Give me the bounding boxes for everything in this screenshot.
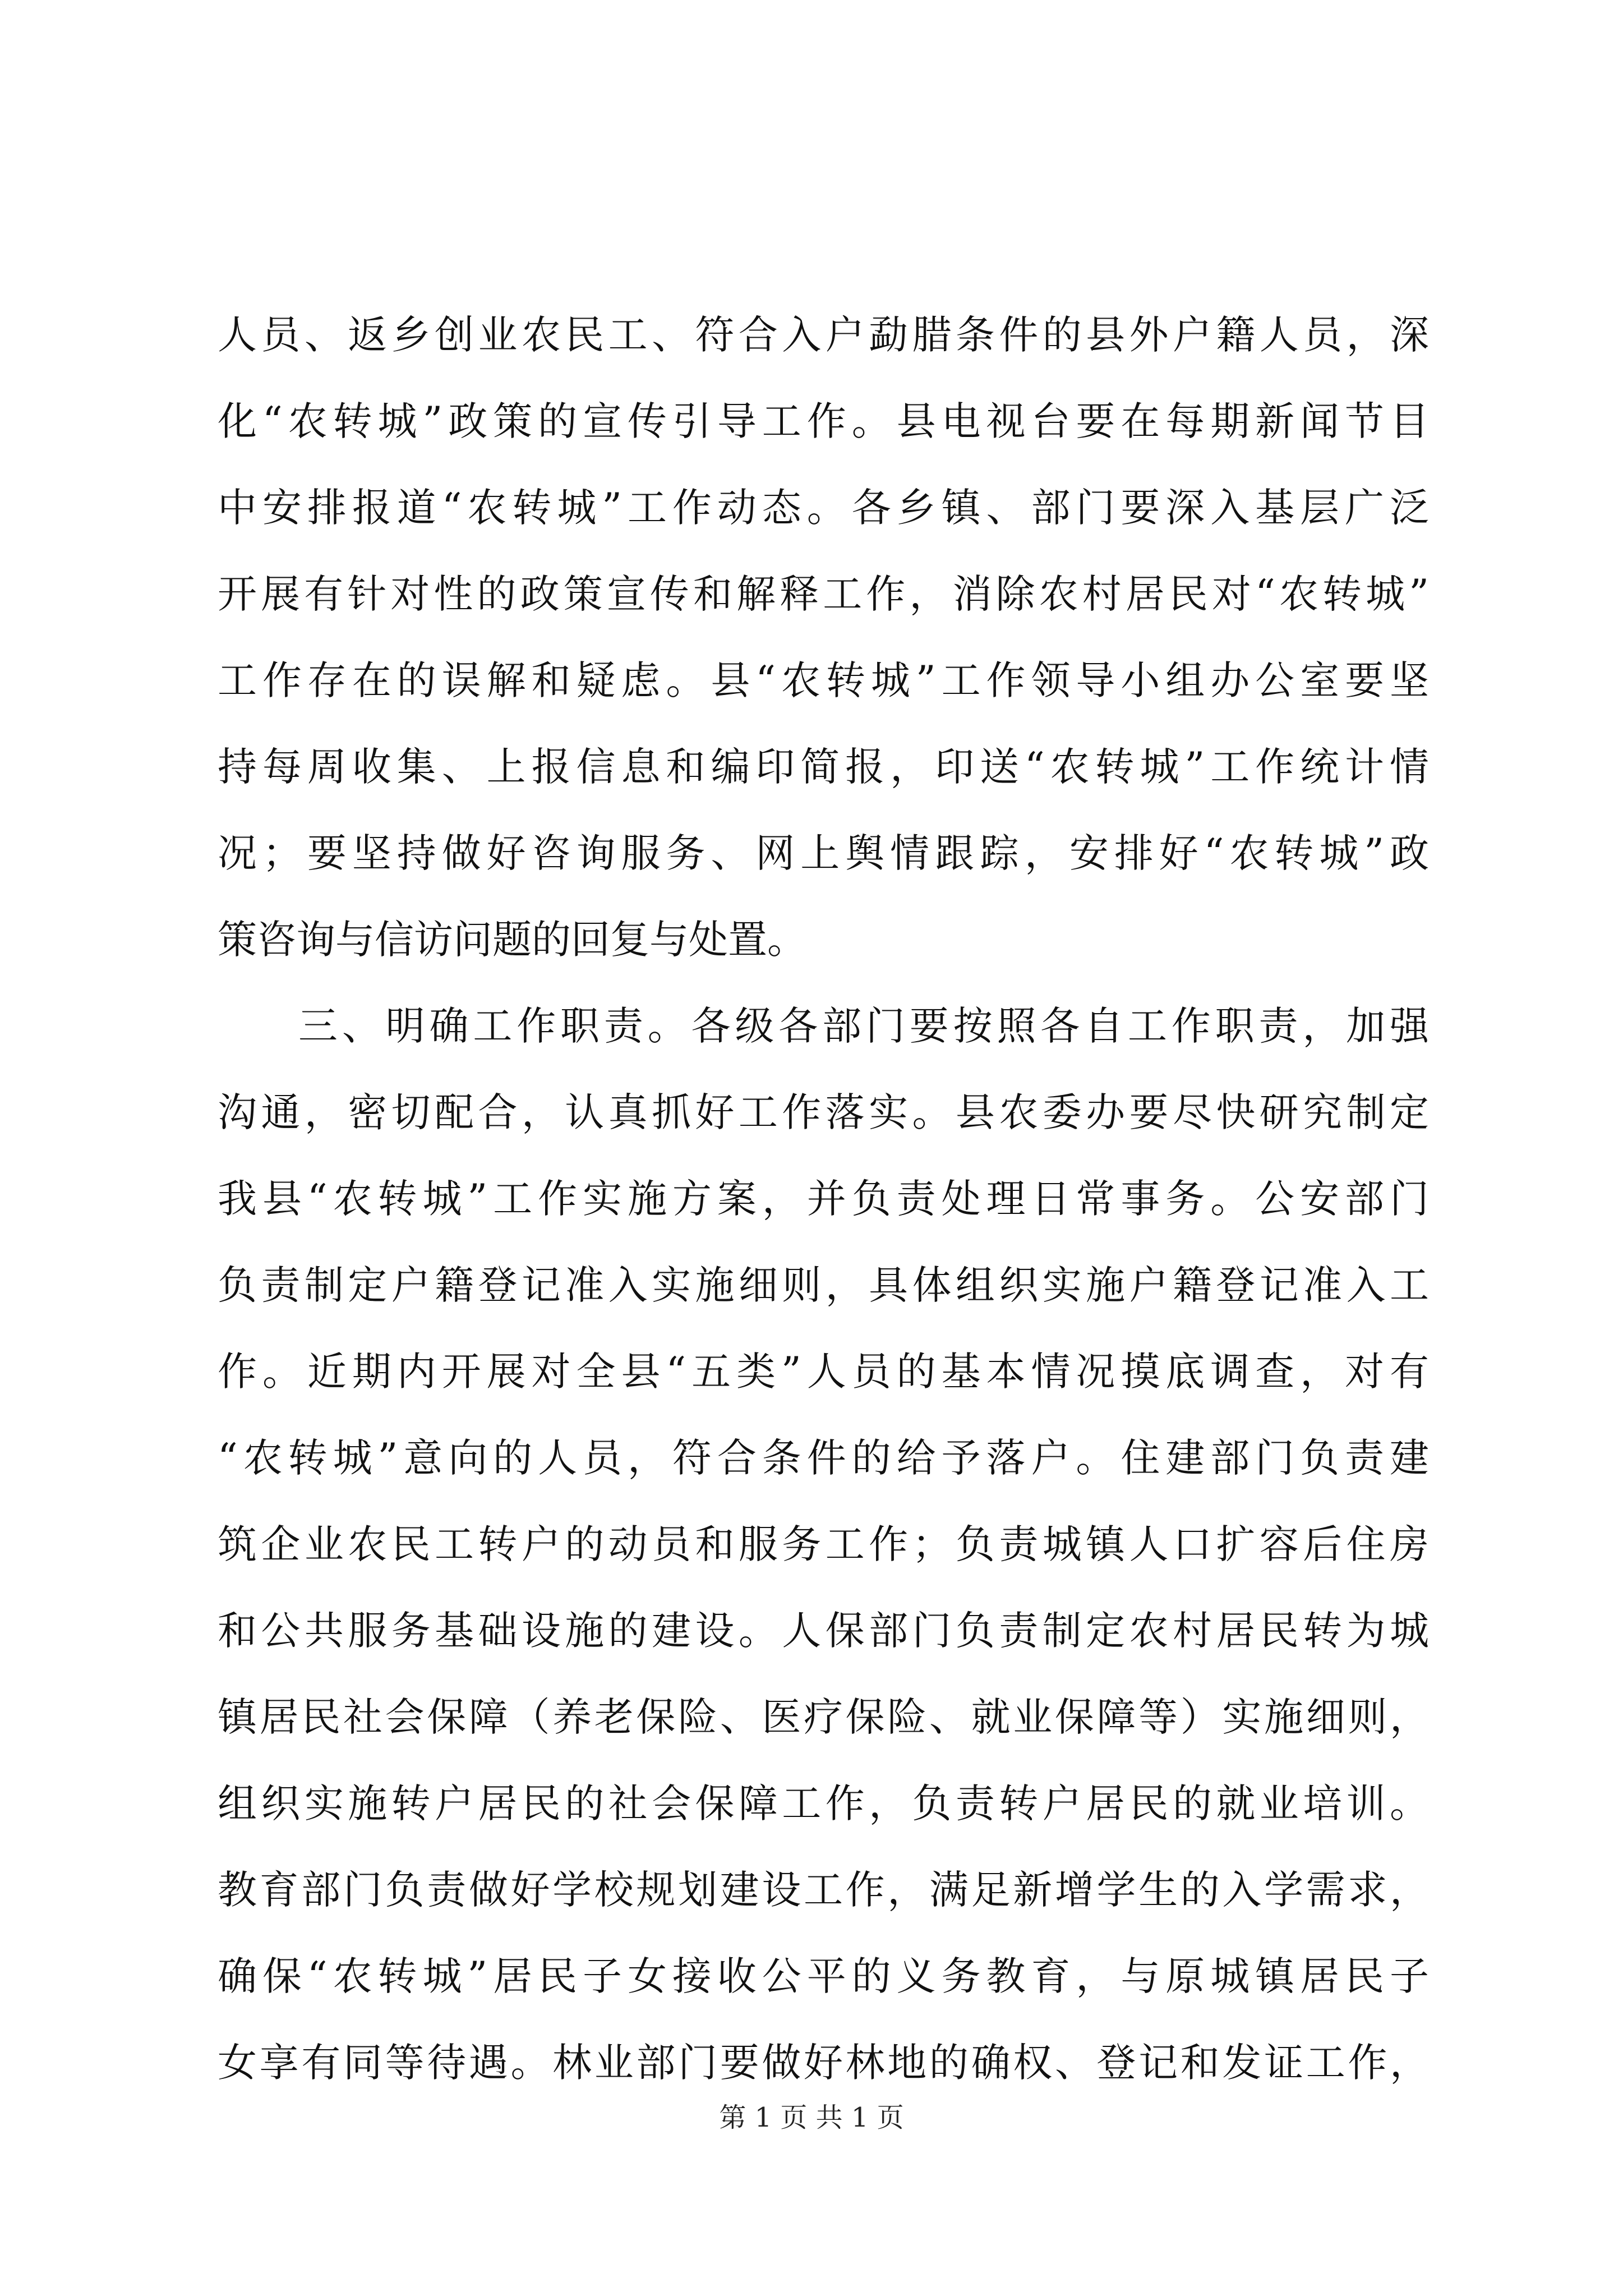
- text-line-6: 持每周收集、上报信息和编印简报，印送“农转城”工作统计情: [218, 744, 1429, 790]
- text-line-11: 我县“农转城”工作实施方案，并负责处理日常事务。公安部门: [218, 1176, 1429, 1222]
- text-line-21: 女享有同等待遇。林业部门要做好林地的确权、登记和发证工作，: [218, 2040, 1429, 2086]
- text-line-10: 沟通，密切配合，认真抓好工作落实。县农委办要尽快研究制定: [218, 1089, 1429, 1135]
- body-text: [218, 292, 1429, 2106]
- text-line-8: 策咨询与信访问题的回复与处置。: [218, 917, 806, 963]
- text-line-12: 负责制定户籍登记准入实施细则，具体组织实施户籍登记准入工: [218, 1262, 1429, 1308]
- text-line-7: 况；要坚持做好咨询服务、网上舆情跟踪，安排好“农转城”政: [218, 830, 1429, 876]
- text-line-3: 中安排报道“农转城”工作动态。各乡镇、部门要深入基层广泛: [218, 485, 1429, 531]
- text-line-16: 和公共服务基础设施的建设。人保部门负责制定农村居民转为城: [218, 1608, 1429, 1654]
- text-line-19: 教育部门负责做好学校规划建设工作，满足新增学生的入学需求，: [218, 1867, 1429, 1913]
- text-line-14: “农转城”意向的人员，符合条件的给予落户。住建部门负责建: [218, 1435, 1429, 1481]
- text-line-13: 作。近期内开展对全县“五类”人员的基本情况摸底调查，对有: [218, 1349, 1429, 1395]
- text-line-18: 组织实施转户居民的社会保障工作，负责转户居民的就业培训。: [218, 1780, 1429, 1826]
- page-number-footer: 第 1 页 共 1 页: [719, 2102, 904, 2133]
- text-line-2: 化“农转城”政策的宣传引导工作。县电视台要在每期新闻节目: [218, 398, 1429, 444]
- text-line-20: 确保“农转城”居民子女接收公平的义务教育，与原城镇居民子: [218, 1953, 1429, 1999]
- text-line-5: 工作存在的误解和疑虑。县“农转城”工作领导小组办公室要坚: [218, 657, 1429, 703]
- text-line-17: 镇居民社会保障（养老保险、医疗保险、就业保障等）实施细则，: [218, 1694, 1429, 1740]
- text-line-15: 筑企业农民工转户的动员和服务工作；负责城镇人口扩容后住房: [218, 1521, 1429, 1567]
- text-line-4: 开展有针对性的政策宣传和解释工作，消除农村居民对“农转城”: [218, 571, 1429, 617]
- section-heading-line: 三、明确工作职责。各级各部门要按照各自工作职责，加强: [298, 1003, 1429, 1049]
- text-line-1: 人员、返乡创业农民工、符合入户勐腊条件的县外户籍人员，深: [218, 312, 1429, 358]
